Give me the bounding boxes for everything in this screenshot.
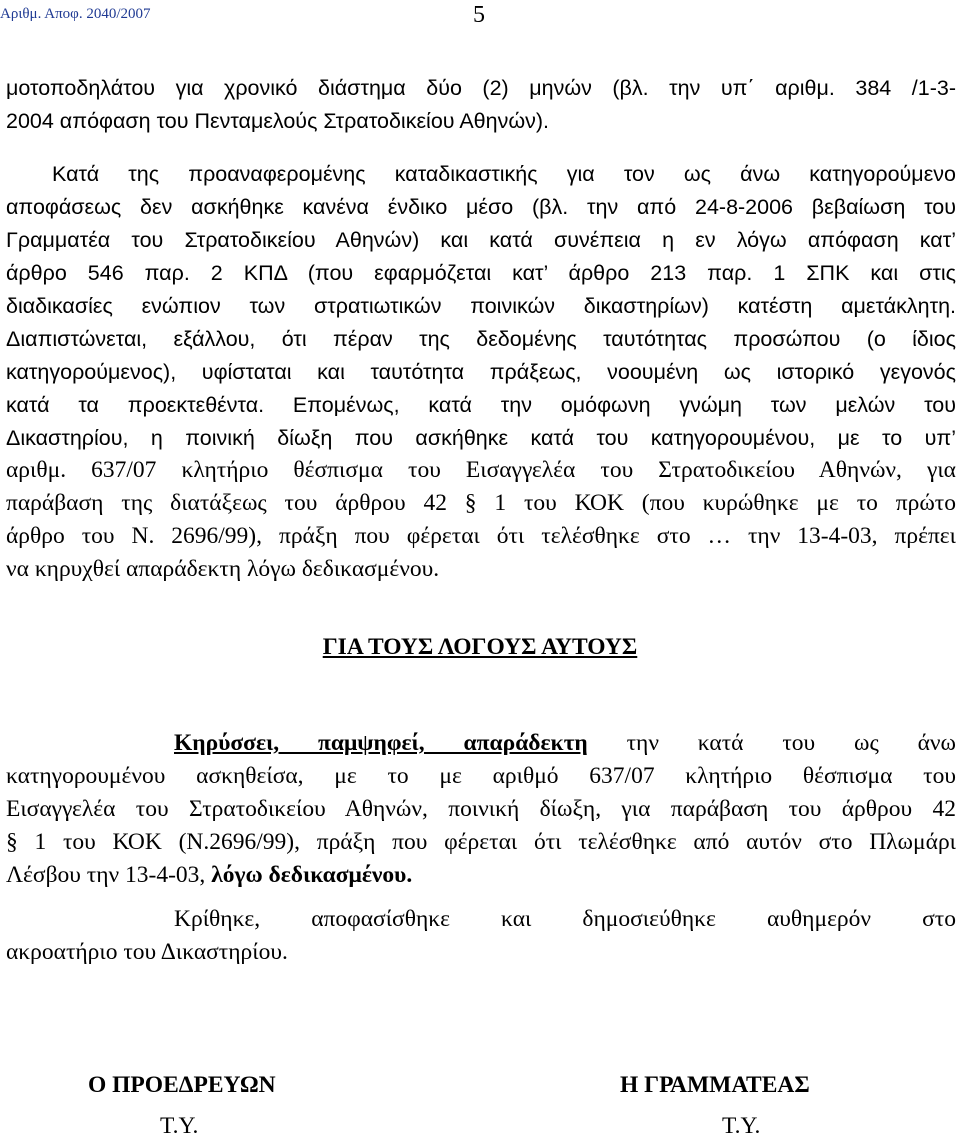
signature-left-sign: Τ.Υ. [160, 1113, 199, 1139]
signature-left-title: Ο ΠΡΟΕΔΡΕΥΩΝ [88, 1072, 276, 1098]
body-line: Κατά της προαναφερομένης καταδικαστικής για τον ως άνω κατηγορούμενο [52, 162, 956, 186]
body-line: διαδικασίες ενώπιον των στρατιωτικών ποινικών δικαστηρίων) κατέστη αμετάκλητη. [6, 294, 956, 318]
closing-line: ακροατήριο του Δικαστηρίου. [6, 939, 288, 965]
section-heading: ΓΙΑ ΤΟΥΣ ΛΟΓΟΥΣ ΑΥΤΟΥΣ [322, 634, 638, 660]
body-line: άρθρο 546 παρ. 2 ΚΠΔ (που εφαρμόζεται κατ’ άρθρο 213 παρ. 1 ΣΠΚ και στις [6, 261, 956, 285]
body-line: κατηγορούμενος), υφίσταται και ταυτότητα πράξεως, νοουμένη ως ιστορικό γεγονός [6, 360, 956, 384]
signature-right-title: Η ΓΡΑΜΜΑΤΕΑΣ [620, 1072, 810, 1098]
page-number: 5 [473, 2, 485, 28]
closing-line: Κρίθηκε, αποφασίσθηκε και δημοσιεύθηκε αυθημερόν στο [174, 906, 956, 932]
page-header-reference: Αριθμ. Αποφ. 2040/2007 [0, 6, 151, 22]
body-line: μοτοποδηλάτου για χρονικό διάστημα δύο (2) μηνών (βλ. την υπ΄ αριθμ. 384 /1-3- [6, 76, 956, 100]
body-line: αποφάσεως δεν ασκήθηκε κανένα ένδικο μέσο (βλ. την από 24-8-2006 βεβαίωση του [6, 195, 956, 219]
ruling-line [6, 862, 956, 889]
body-line: Γραμματέα του Στρατοδικείου Αθηνών) και κατά συνέπεια η εν λόγω απόφαση κατ’ [6, 228, 956, 252]
ruling-lead-bold: Κηρύσσει, παμψηφεί, απαράδεκτη [174, 730, 588, 756]
body-line: παράβαση της διατάξεως του άρθρου 42 § 1 του ΚΟΚ (που κυρώθηκε με το πρώτο [6, 490, 956, 516]
body-line: κατά τα προεκτεθέντα. Επομένως, κατά την ομόφωνη γνώμη των μελών του [6, 393, 956, 417]
ruling-line5-plain: Λέσβου την 13-4-03, [6, 862, 212, 888]
body-line: αριθμ. 637/07 κλητήριο θέσπισμα του Εισαγγελέα του Στρατοδικείου Αθηνών, για [6, 457, 956, 483]
ruling-line5-bold: λόγω δεδικασμένου. [211, 862, 413, 888]
signature-right-sign: Τ.Υ. [722, 1113, 761, 1139]
body-line: να κηρυχθεί απαράδεκτη λόγω δεδικασμένου. [6, 556, 440, 582]
body-line: άρθρο του Ν. 2696/99), πράξη που φέρεται ότι τελέσθηκε στο … την 13-4-03, πρέπει [6, 523, 956, 549]
ruling-lead-rest: την κατά του ως άνω [587, 730, 956, 756]
ruling-line: κατηγορουμένου ασκηθείσα, με το με αριθμό 637/07 κλητήριο θέσπισμα του [6, 763, 956, 789]
ruling-line [174, 730, 956, 757]
body-line: Διαπιστώνεται, εξάλλου, ότι πέραν της δεδομένης ταυτότητας προσώπου (ο ίδιος [6, 327, 956, 351]
body-line: Δικαστηρίου, η ποινική δίωξη που ασκήθηκε κατά του κατηγορουμένου, με το υπ’ [6, 426, 956, 450]
ruling-line: Εισαγγελέα του Στρατοδικείου Αθηνών, ποινική δίωξη, για παράβαση του άρθρου 42 [6, 796, 956, 822]
body-line: 2004 απόφαση του Πενταμελούς Στρατοδικείου Αθηνών). [6, 109, 549, 133]
ruling-line: § 1 του ΚΟΚ (Ν.2696/99), πράξη που φέρεται ότι τελέσθηκε από αυτόν στο Πλωμάρι [6, 829, 956, 855]
